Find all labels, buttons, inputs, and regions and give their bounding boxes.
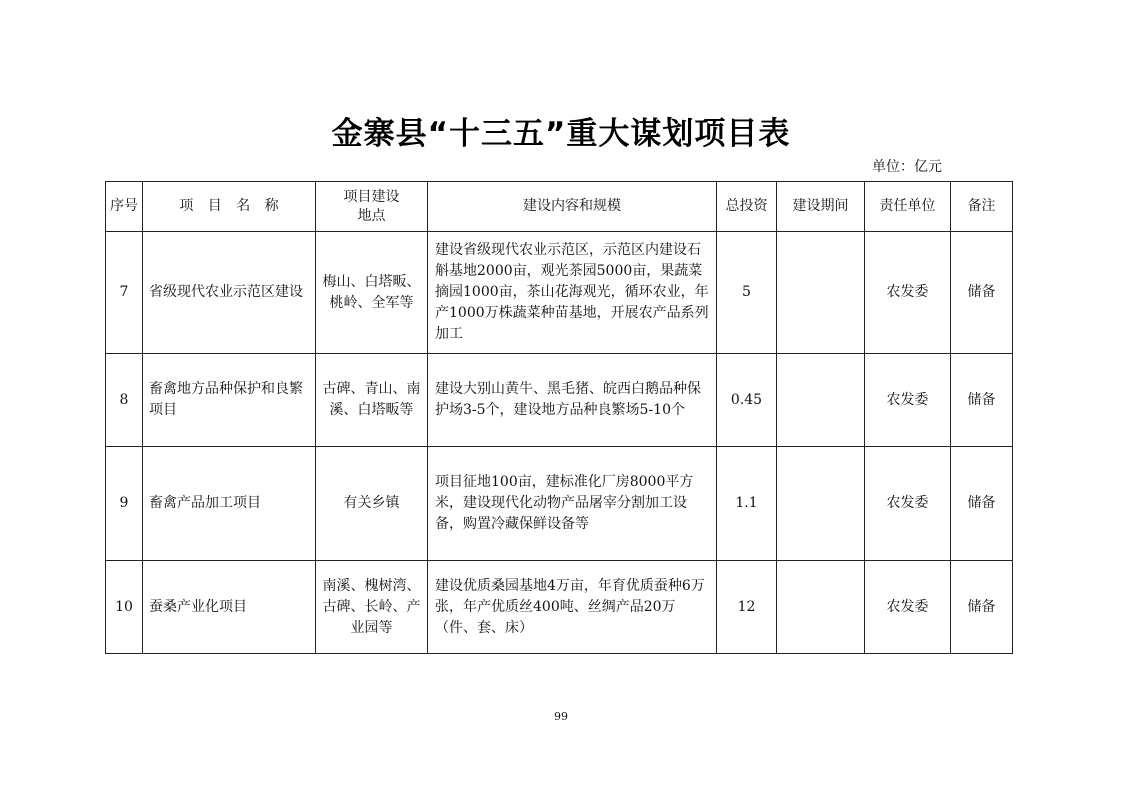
cell-investment: 12	[717, 561, 777, 654]
cell-period	[777, 354, 865, 447]
cell-content: 项目征地100亩，建标准化厂房8000平方米，建设现代化动物产品屠宰分割加工设备，购置冷藏保鲜设备等	[428, 447, 717, 561]
cell-content: 建设优质桑园基地4万亩，年育优质蚕种6万张，年产优质丝400吨、丝绸产品20万（件、套、床）	[428, 561, 717, 654]
page-number: 99	[554, 710, 568, 723]
header-investment: 总投资	[717, 182, 777, 232]
cell-name: 畜禽产品加工项目	[143, 447, 316, 561]
cell-responsible: 农发委	[865, 447, 951, 561]
cell-location: 南溪、槐树湾、古碑、长岭、产业园等	[316, 561, 428, 654]
header-location-line1: 项目建设	[343, 188, 400, 205]
cell-no: 9	[106, 447, 143, 561]
table-row	[106, 354, 1013, 447]
cell-no: 10	[106, 561, 143, 654]
cell-content: 建设省级现代农业示范区，示范区内建设石斛基地2000亩，观光茶园5000亩，果蔬菜摘园1000亩，茶山花海观光，循环农业，年产1000万株蔬菜种苗基地，开展农产品系列加工	[428, 232, 717, 354]
header-responsible: 责任单位	[865, 182, 951, 232]
cell-name: 蚕桑产业化项目	[143, 561, 316, 654]
cell-no: 7	[106, 232, 143, 354]
cell-responsible: 农发委	[865, 561, 951, 654]
header-location	[316, 182, 428, 232]
cell-name: 畜禽地方品种保护和良繁项目	[143, 354, 316, 447]
table-header-row	[106, 182, 1013, 232]
cell-investment: 1.1	[717, 447, 777, 561]
cell-investment: 0.45	[717, 354, 777, 447]
table-row	[106, 561, 1013, 654]
table-row	[106, 447, 1013, 561]
cell-investment: 5	[717, 232, 777, 354]
cell-name: 省级现代农业示范区建设	[143, 232, 316, 354]
cell-period	[777, 232, 865, 354]
table-row	[106, 232, 1013, 354]
cell-responsible: 农发委	[865, 354, 951, 447]
cell-period	[777, 561, 865, 654]
cell-location: 古碑、青山、南溪、白塔畈等	[316, 354, 428, 447]
header-name: 项 目 名 称	[143, 182, 316, 232]
header-no: 序号	[106, 182, 143, 232]
header-location-line2: 地点	[357, 207, 386, 224]
cell-content: 建设大别山黄牛、黑毛猪、皖西白鹅品种保护场3-5个，建设地方品种良繁场5-10个	[428, 354, 717, 447]
document-title: 金寨县“十三五”重大谋划项目表	[331, 116, 791, 152]
cell-note: 储备	[951, 354, 1013, 447]
cell-note: 储备	[951, 232, 1013, 354]
cell-no: 8	[106, 354, 143, 447]
header-period: 建设期间	[777, 182, 865, 232]
cell-location: 梅山、白塔畈、桃岭、全军等	[316, 232, 428, 354]
cell-note: 储备	[951, 561, 1013, 654]
header-content: 建设内容和规模	[428, 182, 717, 232]
cell-responsible: 农发委	[865, 232, 951, 354]
unit-label: 单位：亿元	[872, 159, 942, 175]
cell-location: 有关乡镇	[316, 447, 428, 561]
projects-table	[105, 181, 1013, 654]
cell-period	[777, 447, 865, 561]
header-note: 备注	[951, 182, 1013, 232]
cell-note: 储备	[951, 447, 1013, 561]
